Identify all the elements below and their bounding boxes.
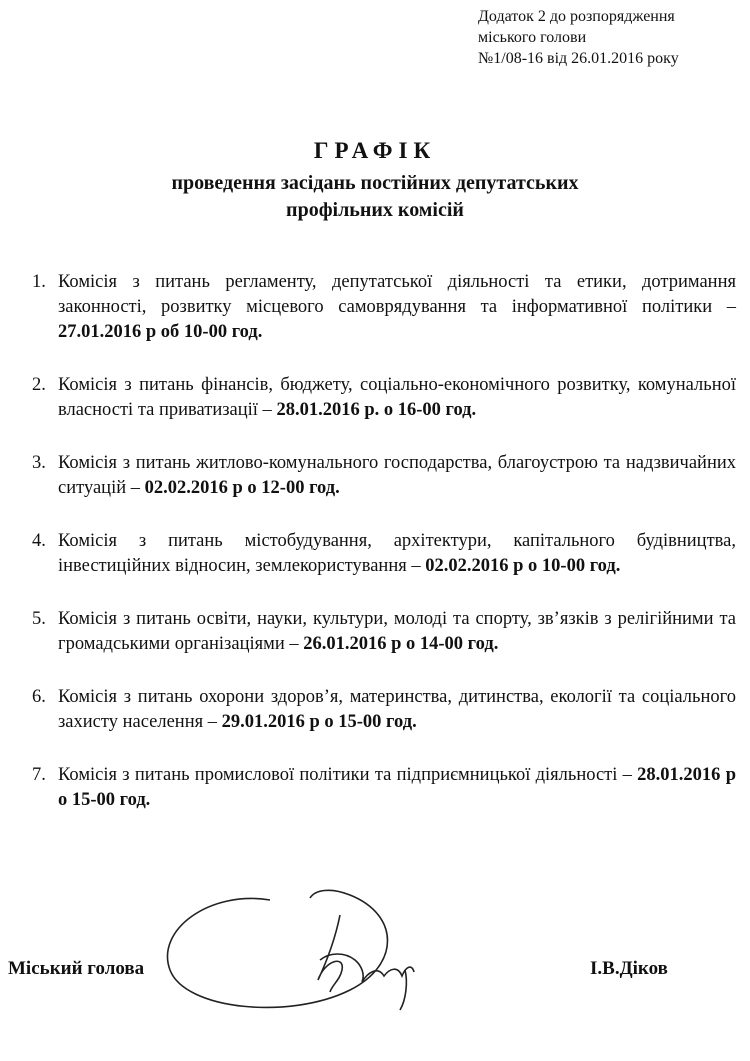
item-text xyxy=(58,607,736,657)
item-date: 27.01.2016 р об 10-00 год. xyxy=(58,322,263,342)
item-number: 6. xyxy=(32,687,46,707)
item-number: 2. xyxy=(32,375,46,395)
item-date: 26.01.2016 р о 14-00 год. xyxy=(303,634,499,654)
appendix-line-1: Додаток 2 до розпорядження xyxy=(478,8,675,25)
appendix-line-3: №1/08-16 від 26.01.2016 року xyxy=(478,50,679,67)
item-date: 28.01.2016 р о 15-00 год. xyxy=(58,765,736,810)
list-item xyxy=(32,451,736,501)
item-date: 28.01.2016 р. о 16-00 год. xyxy=(276,400,477,420)
item-date: 02.02.2016 р о 12-00 год. xyxy=(144,478,340,498)
item-number: 4. xyxy=(32,531,46,551)
item-description: Комісія з питань регламенту, депутатської діяльності та етики, дотримання законності, розвитку місцевого самоврядування та інформативної політики – xyxy=(58,272,736,317)
appendix-line-2: міського голови xyxy=(478,29,587,46)
item-text xyxy=(58,270,736,345)
commission-list xyxy=(32,270,736,841)
list-item xyxy=(32,685,736,735)
item-text xyxy=(58,451,736,501)
item-text xyxy=(58,529,736,579)
item-date: 29.01.2016 р о 15-00 год. xyxy=(221,712,417,732)
list-item xyxy=(32,270,736,345)
list-item xyxy=(32,763,736,813)
item-text xyxy=(58,763,736,813)
item-description: Комісія з питань житлово-комунального господарства, благоустрою та надзвичайних ситуацій – xyxy=(58,453,736,498)
handwritten-signature xyxy=(150,860,450,1020)
appendix-header xyxy=(478,6,738,69)
item-description: Комісія з питань промислової політики та підприємницької діяльності – xyxy=(58,765,638,785)
list-item xyxy=(32,607,736,657)
item-description: Комісія з питань охорони здоров’я, материнства, дитинства, екології та соціального захисту населення – xyxy=(58,687,736,732)
item-description: Комісія з питань фінансів, бюджету, соціально-економічного розвитку, комунальної власності та приватизації – xyxy=(58,375,736,420)
subtitle-line-1: проведення засідань постійних депутатських xyxy=(171,172,579,194)
item-number: 1. xyxy=(32,272,46,292)
item-description: Комісія з питань містобудування, архітектури, капітального будівництва, інвестиційних відносин, землекористування – xyxy=(58,531,736,576)
item-description: Комісія з питань освіти, науки, культури, молоді та спорту, зв’язків з релігійними та громадськими організаціями – xyxy=(58,609,736,654)
item-number: 5. xyxy=(32,609,46,629)
item-text xyxy=(58,685,736,735)
document-title: ГРАФІК xyxy=(313,138,437,163)
signatory-position: Міський голова xyxy=(8,958,145,979)
item-number: 7. xyxy=(32,765,46,785)
list-item xyxy=(32,529,736,579)
signatory-name: І.В.Діков xyxy=(590,958,668,979)
list-item xyxy=(32,373,736,423)
item-number: 3. xyxy=(32,453,46,473)
item-text xyxy=(58,373,736,423)
subtitle-line-2: профільних комісій xyxy=(286,199,464,221)
document-subtitle xyxy=(0,170,750,224)
item-date: 02.02.2016 р о 10-00 год. xyxy=(425,556,621,576)
